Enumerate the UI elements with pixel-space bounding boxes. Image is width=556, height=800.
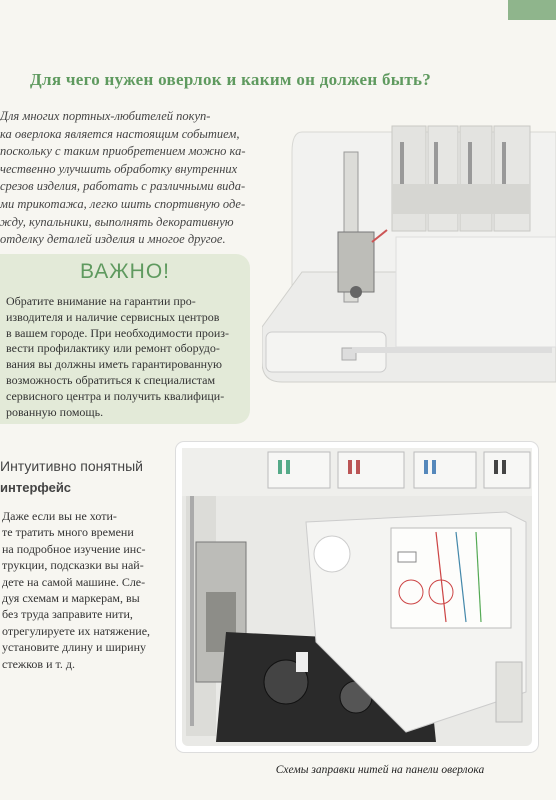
important-text — [6, 294, 242, 420]
section-title-line1: Интуитивно понятный — [0, 458, 143, 474]
intro-line: ми трикотажа, легко шить спортивную оде- — [0, 196, 246, 211]
important-line: в вашем городе. При необходимости произ- — [6, 325, 230, 340]
important-box — [0, 254, 250, 424]
intro-line: поскольку с таким приобретением можно ка- — [0, 144, 246, 159]
important-line: вести профилактику или ремонт оборудо- — [6, 341, 220, 356]
section-line: на подробное изучение инс- — [2, 541, 146, 556]
intro-line: отделку деталей изделия и многое другое. — [0, 232, 226, 247]
important-title: ВАЖНО! — [79, 260, 171, 283]
section-line: трукции, подсказки вы най- — [2, 558, 144, 573]
important-line: рованную помощь. — [6, 404, 104, 419]
section-title-line2: интерфейс — [0, 480, 72, 495]
important-line: вания вы должны иметь гарантированную — [6, 357, 222, 372]
section-paragraph — [2, 508, 160, 672]
section-line: дете на самой машине. Сле- — [2, 574, 146, 589]
overlock-photo — [262, 112, 556, 395]
page-heading: Для чего нужен оверлок и каким он должен быть? — [30, 70, 432, 89]
intro-line: чественно улучшить обработку внутренних — [0, 161, 238, 176]
section-line: отрегулируете их натяжение, — [2, 623, 151, 638]
section-line: стежков и т. д. — [2, 656, 75, 671]
photo-caption: Схемы заправки нитей на панели оверлока — [275, 764, 485, 776]
important-line: возможность обратиться к специалистам — [6, 372, 216, 387]
intro-line: Для многих портных-любителей покуп- — [0, 109, 211, 123]
important-line: Обратите внимание на гарантии про- — [6, 294, 196, 308]
intro-paragraph — [0, 108, 270, 249]
intro-line: срезов изделия, работать с различными вида- — [0, 179, 246, 194]
section-line: дуя схемам и маркерам, вы — [2, 591, 140, 606]
section-line: установите длину и ширину — [2, 640, 146, 655]
corner-tab — [508, 0, 556, 20]
section-line: без труда заправите нити, — [2, 607, 133, 622]
intro-line: ка оверлока является настоящим событием, — [0, 126, 240, 141]
threading-panel-photo — [176, 442, 538, 752]
section-line: Даже если вы не хоти- — [2, 509, 117, 523]
threading-panel-photo-frame — [176, 442, 538, 752]
important-line: изводителя и наличие сервисных центров — [6, 309, 220, 324]
important-line: сервисного центра и получить квалифици- — [6, 388, 225, 403]
section-line: те тратить много времени — [2, 525, 134, 540]
intro-line: жду, купальники, выполнять декоративную — [0, 214, 234, 229]
